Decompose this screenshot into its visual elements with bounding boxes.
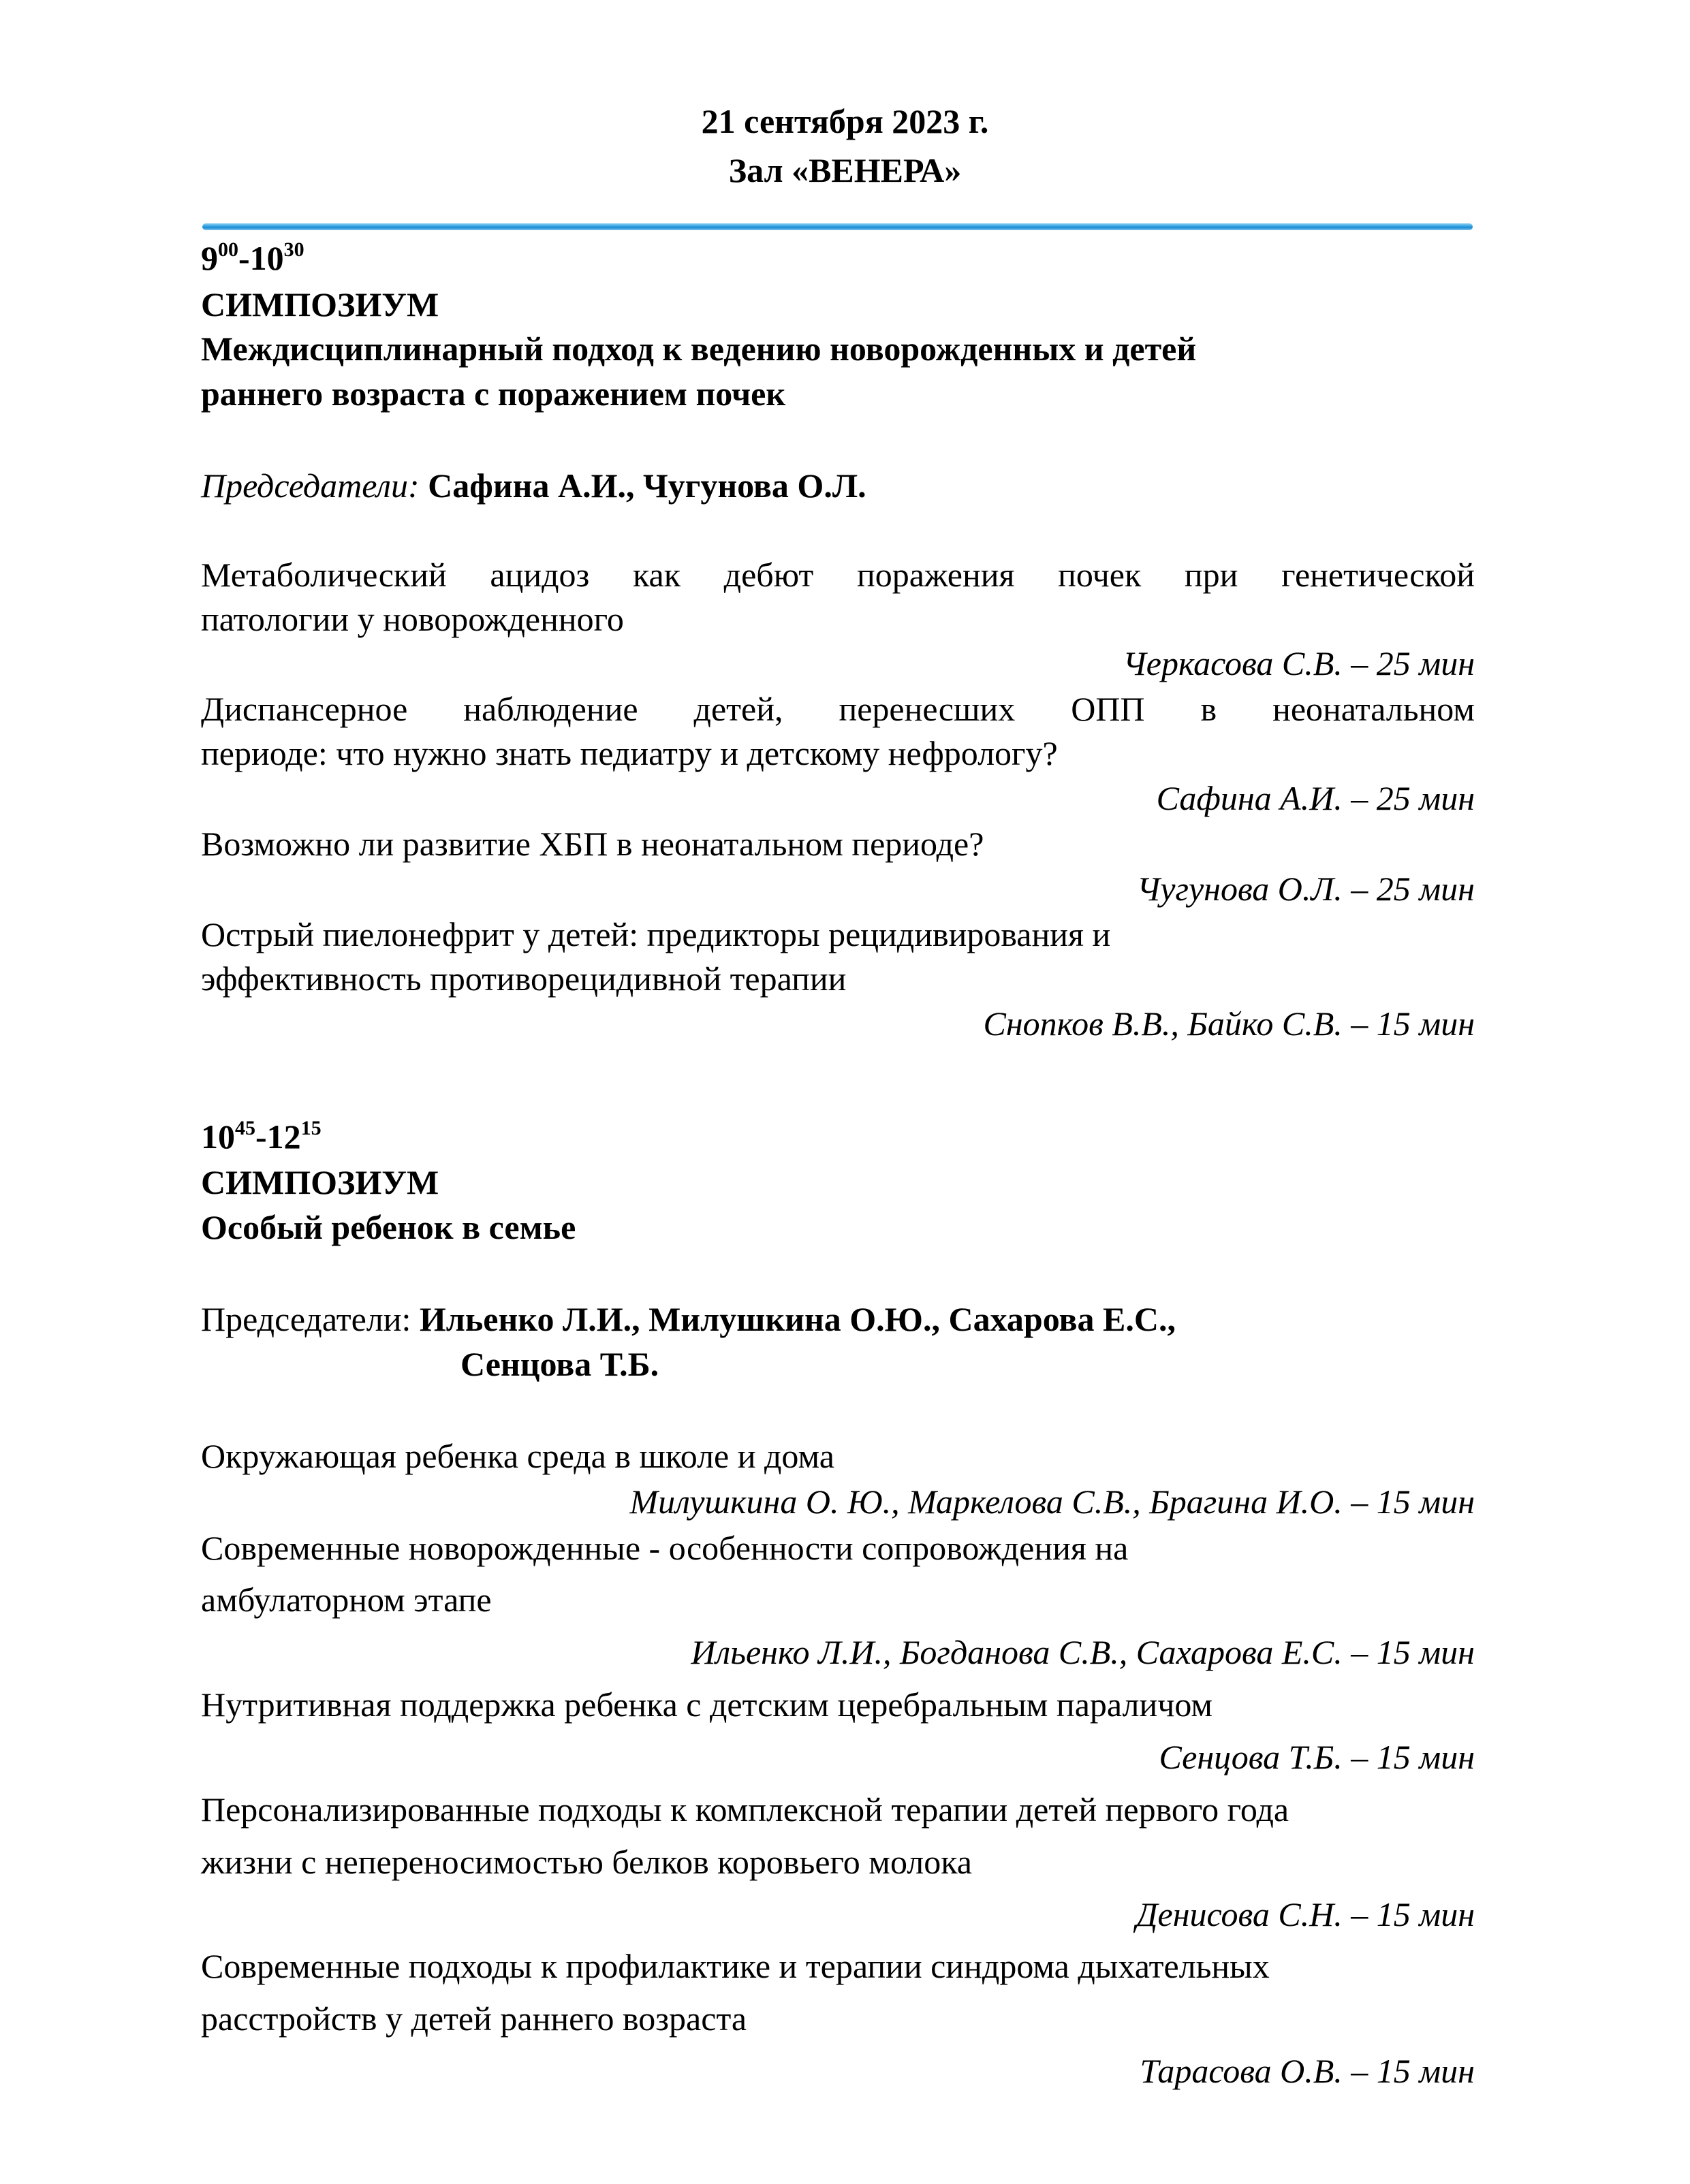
talk-speaker: Сенцова Т.Б. – 15 мин xyxy=(1159,1738,1475,1776)
talk-speaker: Черкасова С.В. – 25 мин xyxy=(1123,644,1475,682)
hall-name: Зал «ВЕНЕРА» xyxy=(728,151,962,189)
session-chairs xyxy=(201,466,1475,505)
session-chairs xyxy=(201,1299,1475,1339)
talk-title-line: Нутритивная поддержка ребенка с детским церебральным параличом xyxy=(201,1686,1213,1724)
session-type: СИМПОЗИУМ xyxy=(201,285,439,323)
header-divider xyxy=(202,223,1473,230)
talk-speaker: Милушкина О. Ю., Маркелова С.В., Брагина И.О. – 15 мин xyxy=(629,1483,1475,1521)
session-title-line: Особый ребенок в семье xyxy=(201,1208,576,1246)
talk-title-line: Персонализированные подходы к комплексной терапии детей первого года xyxy=(201,1790,1289,1829)
talk-title-line: амбулаторном этапе xyxy=(201,1581,492,1619)
session-title-line: Междисциплинарный подход к ведению новорожденных и детей xyxy=(201,330,1197,368)
session-time: $10^{45}-12^{15}$ xyxy=(201,1117,322,1156)
chairs-label: Председатели: xyxy=(201,466,420,505)
chairs-names: Сафина А.И., Чугунова О.Л. xyxy=(428,466,866,505)
talk-title-line: Острый пиелонефрит у детей: предикторы рецидивирования и xyxy=(201,915,1111,953)
talk-title-line: периоде: что нужно знать педиатру и детскому нефрологу? xyxy=(201,734,1058,772)
chairs-names: Сенцова Т.Б. xyxy=(460,1345,659,1383)
talk-title-line: Современные подходы к профилактике и терапии синдрома дыхательных xyxy=(201,1947,1270,1985)
talk-speaker: Сафина А.И. – 25 мин xyxy=(1156,779,1475,817)
talk-title-line: Окружающая ребенка среда в школе и дома xyxy=(201,1437,834,1475)
talk-title-line: Метаболический ацидоз как дебют поражения почек при генетической xyxy=(201,556,1475,594)
talk-title-line: эффективность противорецидивной терапии xyxy=(201,960,847,998)
talk-speaker: Чугунова О.Л. – 25 мин xyxy=(1136,870,1475,908)
talk-speaker: Тарасова О.В. – 15 мин xyxy=(1140,2052,1475,2090)
talk-speaker: Снопков В.В., Байко С.В. – 15 мин xyxy=(983,1004,1475,1043)
session-time: $9^{00}-10^{30}$ xyxy=(201,238,304,277)
talk-title-line: Возможно ли развитие ХБП в неонатальном периоде? xyxy=(201,825,984,863)
talk-speaker: Денисова С.Н. – 15 мин xyxy=(1136,1895,1475,1933)
session-type: СИМПОЗИУМ xyxy=(201,1163,439,1201)
talk-title-line: патологии у новорожденного xyxy=(201,600,624,638)
chairs-names: Ильенко Л.И., Милушкина О.Ю., Сахарова Е.С., xyxy=(419,1300,1176,1338)
talk-title-line: жизни с непереносимостью белков коровьего молока xyxy=(201,1843,972,1881)
session-title-line: раннего возраста с поражением почек xyxy=(201,375,786,413)
program-date: 21 сентября 2023 г. xyxy=(701,102,989,140)
talk-speaker: Ильенко Л.И., Богданова С.В., Сахарова Е.С. – 15 мин xyxy=(691,1633,1475,1671)
chairs-label: Председатели: xyxy=(201,1300,411,1338)
talk-title-line: Диспансерное наблюдение детей, перенесших ОПП в неонатальном xyxy=(201,690,1475,728)
talk-title-line: Современные новорожденные - особенности сопровождения на xyxy=(201,1529,1129,1567)
talk-title-line: расстройств у детей раннего возраста xyxy=(201,1999,747,2038)
